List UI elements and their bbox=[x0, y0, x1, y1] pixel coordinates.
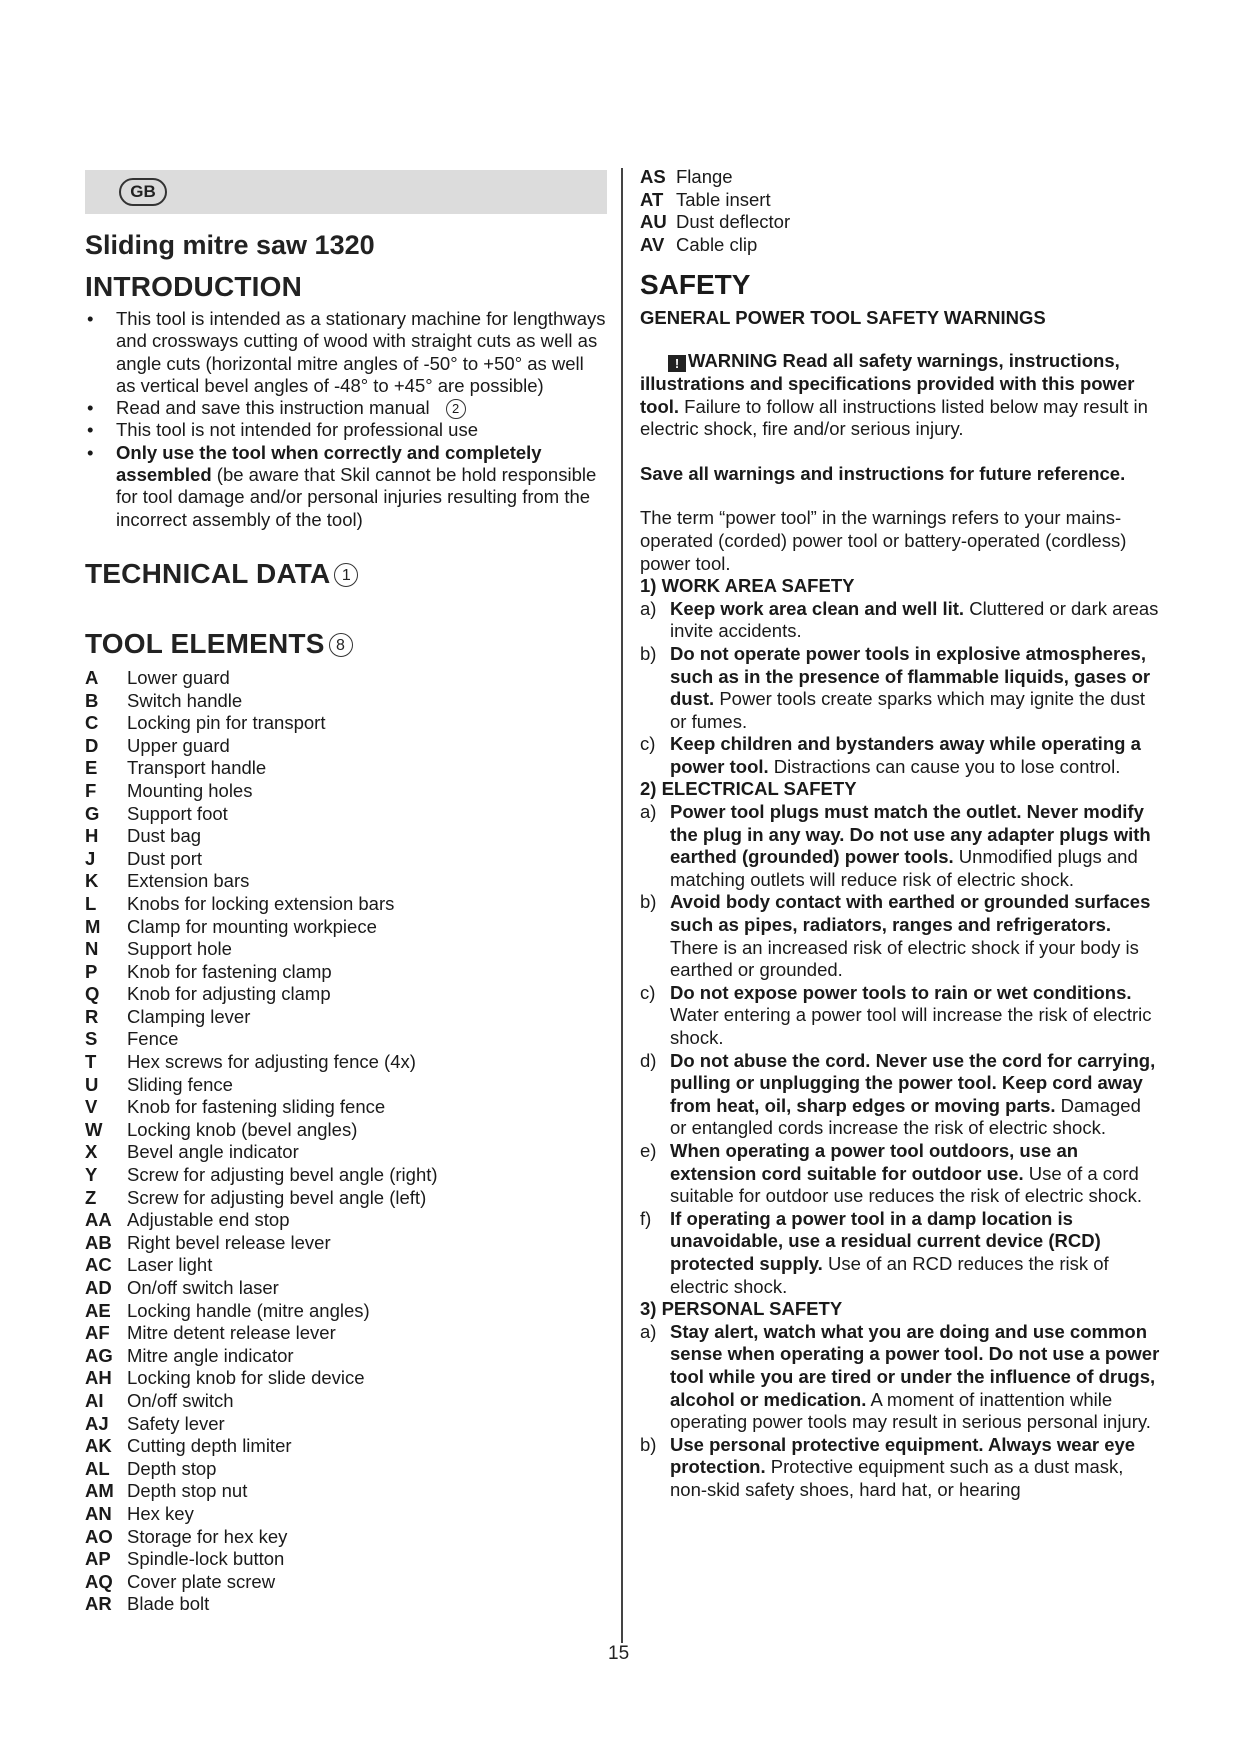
tool-element-item bbox=[85, 961, 607, 984]
tool-element-item bbox=[85, 1300, 607, 1323]
tool-element-label: Adjustable end stop bbox=[127, 1209, 290, 1231]
tool-element-item bbox=[85, 825, 607, 848]
tool-element-key: AV bbox=[640, 233, 665, 255]
tool-element-key: W bbox=[85, 1118, 103, 1140]
tool-element-key: R bbox=[85, 1005, 99, 1027]
save-instructions: Save all warnings and instructions for future reference. bbox=[640, 462, 1126, 484]
warning-paragraph: ! WARNING Read all safety warnings, instructions, illustrations and specifications provided with this power tool. Failure to follow all instructions listed below may result in electric shock, fire and/or serious injury. bbox=[640, 350, 1148, 440]
safety-item-2b: b) Avoid body contact with earthed or grounded surfaces such as pipes, radiators, ranges and refrigerators. There is an increased risk of electric shock if your body is earthed or grounded. bbox=[640, 891, 1151, 981]
tool-element-label: Right bevel release lever bbox=[127, 1231, 331, 1253]
tool-element-label: Dust port bbox=[127, 847, 203, 869]
tool-element-label: Bevel angle indicator bbox=[127, 1141, 299, 1163]
tool-element-item bbox=[85, 1028, 607, 1051]
tool-element-item bbox=[85, 1074, 607, 1097]
tool-element-label: Flange bbox=[676, 166, 733, 187]
tool-element-label: Cable clip bbox=[676, 233, 758, 255]
tool-element-key: AB bbox=[85, 1231, 112, 1253]
tool-element-item bbox=[85, 848, 607, 871]
tool-element-item bbox=[85, 1526, 607, 1549]
tool-element-item bbox=[85, 1548, 607, 1571]
tool-element-label: Mitre angle indicator bbox=[127, 1344, 294, 1366]
tool-element-label: Spindle-lock button bbox=[127, 1548, 285, 1570]
tool-element-label: Locking knob (bevel angles) bbox=[127, 1118, 358, 1140]
tool-element-key: X bbox=[85, 1141, 98, 1163]
tool-element-label: Locking pin for transport bbox=[127, 712, 326, 734]
tool-element-label: Locking knob for slide device bbox=[127, 1367, 365, 1389]
tool-element-item bbox=[85, 1209, 607, 1232]
tool-element-label: Mounting holes bbox=[127, 779, 253, 801]
tool-element-key: AH bbox=[85, 1367, 112, 1389]
tool-element-item bbox=[85, 690, 607, 713]
tool-element-key: Y bbox=[85, 1164, 98, 1186]
tool-element-key: H bbox=[85, 825, 99, 847]
tool-element-label: Transport handle bbox=[127, 757, 267, 779]
tool-element-key: AU bbox=[640, 211, 667, 233]
tool-element-item bbox=[85, 870, 607, 893]
tool-element-label: Clamp for mounting workpiece bbox=[127, 915, 377, 937]
introduction-list bbox=[85, 308, 607, 531]
tool-element-item bbox=[85, 780, 607, 803]
tool-element-item bbox=[640, 166, 1160, 189]
tool-element-key: AE bbox=[85, 1299, 111, 1321]
tool-element-label: Mitre detent release lever bbox=[127, 1322, 336, 1344]
tool-element-label: Knobs for locking extension bars bbox=[127, 892, 395, 914]
tool-element-item bbox=[640, 189, 1160, 212]
tool-element-label: Hex key bbox=[127, 1502, 194, 1524]
tool-element-key: Q bbox=[85, 983, 100, 1005]
tool-element-item bbox=[85, 1006, 607, 1029]
safety-item-2e: e) When operating a power tool outdoors, use an extension cord suitable for outdoor use. Use of a cord suitable for outdoor use reduces the risk of electric shock. bbox=[640, 1139, 1142, 1207]
right-column bbox=[640, 166, 1160, 1501]
tool-element-label: Switch handle bbox=[127, 689, 243, 711]
tool-element-label: Knob for adjusting clamp bbox=[127, 983, 331, 1005]
tool-element-item bbox=[85, 1322, 607, 1345]
tool-element-label: Hex screws for adjusting fence (4x) bbox=[127, 1051, 416, 1073]
safety-item-2a: a) Power tool plugs must match the outlet. Never modify the plug in any way. Do not use any adapter plugs with earthed (grounded) power tools. Unmodified plugs and matching outlets will reduce risk of electric shock. bbox=[640, 801, 1151, 890]
tool-element-label: Depth stop bbox=[127, 1457, 217, 1479]
safety-item-1c: c) Keep children and bystanders away while operating a power tool. Distractions can cause you to lose control. bbox=[640, 733, 1141, 777]
tool-element-label: On/off switch laser bbox=[127, 1277, 279, 1298]
language-bar bbox=[85, 170, 607, 214]
intro-bullet-2: • Read and save this instruction manual 2 bbox=[85, 397, 607, 419]
term-definition: The term “power tool” in the warnings refers to your mains-operated (corded) power tool or battery-operated (cordless) power tool. bbox=[640, 507, 1127, 574]
safety-item-3a: a) Stay alert, watch what you are doing and use common sense when operating a power tool. Do not use a power tool while you are tired or under the influence of drugs, alcohol or medication. A moment of inattention while operating power tools may result in serious personal injury. bbox=[640, 1320, 1160, 1433]
tool-element-item bbox=[85, 1254, 607, 1277]
tool-element-key: AA bbox=[85, 1209, 112, 1231]
figure-ref-2: 2 bbox=[446, 399, 466, 419]
tool-element-key: AL bbox=[85, 1457, 110, 1479]
tool-element-item bbox=[85, 1571, 607, 1594]
tool-element-key: F bbox=[85, 779, 97, 801]
tool-elements-heading: TOOL ELEMENTS 8 bbox=[85, 627, 607, 661]
safety-item-1a: a) Keep work area clean and well lit. Cluttered or dark areas invite accidents. bbox=[640, 597, 1159, 642]
tool-element-item bbox=[85, 1503, 607, 1526]
tool-element-label: Knob for fastening clamp bbox=[127, 960, 332, 982]
tool-element-item bbox=[85, 983, 607, 1006]
tool-element-label: Support hole bbox=[127, 938, 232, 960]
introduction-heading: INTRODUCTION bbox=[85, 271, 303, 302]
tool-element-key: A bbox=[85, 666, 99, 688]
tool-element-label: Safety lever bbox=[127, 1412, 225, 1434]
tool-element-label: Lower guard bbox=[127, 666, 230, 688]
tool-element-label: Upper guard bbox=[127, 734, 230, 756]
tool-element-label: Laser light bbox=[127, 1254, 213, 1276]
tool-elements-list-continued bbox=[640, 166, 1160, 256]
tool-element-label: Sliding fence bbox=[127, 1073, 233, 1095]
tool-element-key: AR bbox=[85, 1593, 112, 1615]
tool-element-item bbox=[85, 1458, 607, 1481]
tool-element-key: AG bbox=[85, 1344, 113, 1366]
tool-element-item bbox=[640, 211, 1160, 234]
tool-element-item bbox=[85, 1051, 607, 1074]
tool-element-key: AK bbox=[85, 1435, 112, 1457]
tool-element-label: Screw for adjusting bevel angle (right) bbox=[127, 1164, 438, 1186]
tool-element-key: AF bbox=[85, 1322, 110, 1344]
safety-item-1b: b) Do not operate power tools in explosive atmospheres, such as in the presence of flammable liquids, gases or dust. Power tools create sparks which may ignite the dust or fumes. bbox=[640, 642, 1151, 732]
tool-element-key: AD bbox=[85, 1277, 112, 1298]
tool-element-key: U bbox=[85, 1073, 99, 1095]
tool-element-label: On/off switch bbox=[127, 1389, 234, 1411]
tool-element-key: AI bbox=[85, 1389, 104, 1411]
tool-element-item bbox=[85, 1096, 607, 1119]
tool-element-item bbox=[85, 938, 607, 961]
page-number: 15 bbox=[608, 1643, 630, 1664]
electrical-safety-heading: 2) ELECTRICAL SAFETY bbox=[640, 778, 857, 800]
tool-element-label: Clamping lever bbox=[127, 1005, 251, 1027]
tool-element-item bbox=[85, 1345, 607, 1368]
tool-element-label: Extension bars bbox=[127, 870, 250, 892]
tool-element-item bbox=[85, 1593, 607, 1616]
tool-element-key: S bbox=[85, 1028, 98, 1050]
tool-element-label: Support foot bbox=[127, 802, 228, 824]
tool-element-key: Z bbox=[85, 1186, 97, 1208]
intro-bullet-1: • This tool is intended as a stationary machine for lengthways and crossways cutting of wood with straight cuts as well as angle cuts (horizontal mitre angles of -50° to +50° as well as vertical bevel angles of -48° to +45° are possible) bbox=[85, 308, 607, 397]
tool-element-item bbox=[85, 735, 607, 758]
tool-element-label: Knob for fastening sliding fence bbox=[127, 1096, 386, 1118]
tool-element-item bbox=[85, 1390, 607, 1413]
tool-element-item bbox=[85, 1141, 607, 1164]
tool-element-item bbox=[85, 1367, 607, 1390]
tool-element-key: K bbox=[85, 870, 99, 892]
tool-element-key: P bbox=[85, 960, 98, 982]
general-warnings-heading: GENERAL POWER TOOL SAFETY WARNINGS bbox=[640, 307, 1046, 329]
safety-item-2f: f) If operating a power tool in a damp location is unavoidable, use a residual current device (RCD) protected supply. Use of an RCD reduces the risk of electric shock. bbox=[640, 1207, 1109, 1297]
tool-element-key: E bbox=[85, 757, 98, 779]
tool-element-key: V bbox=[85, 1096, 98, 1118]
safety-item-2c: c) Do not expose power tools to rain or wet conditions. Water entering a power tool will increase the risk of electric shock. bbox=[640, 981, 1152, 1048]
technical-data-heading: TECHNICAL DATA 1 bbox=[85, 557, 607, 591]
tool-element-label: Cutting depth limiter bbox=[127, 1435, 292, 1457]
column-divider bbox=[621, 168, 623, 1643]
tool-element-item bbox=[85, 916, 607, 939]
tool-element-key: AP bbox=[85, 1548, 111, 1570]
safety-item-2d: d) Do not abuse the cord. Never use the cord for carrying, pulling or unplugging the power tool. Keep cord away from heat, oil, sharp edges or moving parts. Damaged or entangled cords increase the risk of electric shock. bbox=[640, 1049, 1156, 1139]
tool-element-key: AQ bbox=[85, 1570, 113, 1592]
tool-element-key: J bbox=[85, 847, 96, 869]
tool-element-key: N bbox=[85, 938, 99, 960]
tool-element-label: Table insert bbox=[676, 188, 771, 210]
safety-item-3b: b) Use personal protective equipment. Always wear eye protection. Protective equipment such as a dust mask, non-skid safety shoes, hard hat, or hearing bbox=[640, 1433, 1136, 1500]
tool-element-item bbox=[85, 893, 607, 916]
tool-element-label: Dust deflector bbox=[676, 211, 791, 233]
tool-elements-list bbox=[85, 667, 607, 1616]
tool-element-label: Blade bolt bbox=[127, 1593, 210, 1615]
document-title: Sliding mitre saw 1320 bbox=[85, 230, 375, 260]
tool-element-item bbox=[85, 1480, 607, 1503]
tool-element-item bbox=[85, 1187, 607, 1210]
tool-element-item bbox=[85, 757, 607, 780]
tool-element-item bbox=[640, 234, 1160, 257]
intro-bullet-4: • Only use the tool when correctly and completely assembled (be aware that Skil cannot be hold responsible for tool damage and/or personal injuries resulting from the incorrect assembly of the tool) bbox=[85, 442, 607, 531]
tool-element-label: Cover plate screw bbox=[127, 1570, 276, 1592]
tool-element-key: AC bbox=[85, 1254, 112, 1276]
tool-element-key: AS bbox=[640, 166, 666, 187]
tool-element-label: Screw for adjusting bevel angle (left) bbox=[127, 1186, 427, 1208]
tool-element-label: Dust bag bbox=[127, 825, 202, 847]
work-area-safety-heading: 1) WORK AREA SAFETY bbox=[640, 575, 855, 597]
tool-element-label: Fence bbox=[127, 1028, 179, 1050]
figure-ref-8: 8 bbox=[329, 633, 353, 657]
tool-element-key: T bbox=[85, 1051, 97, 1073]
tool-element-item bbox=[85, 1164, 607, 1187]
tool-element-item bbox=[85, 712, 607, 735]
tool-element-item bbox=[85, 1232, 607, 1255]
tool-element-key: AM bbox=[85, 1480, 114, 1502]
tool-element-key: AO bbox=[85, 1525, 113, 1547]
tool-element-key: AN bbox=[85, 1502, 112, 1524]
tool-element-key: B bbox=[85, 689, 99, 711]
tool-element-key: C bbox=[85, 712, 99, 734]
left-column bbox=[85, 170, 607, 1616]
tool-element-item bbox=[85, 803, 607, 826]
tool-element-item bbox=[85, 667, 607, 690]
figure-ref-1: 1 bbox=[334, 563, 358, 587]
tool-element-key: AJ bbox=[85, 1412, 109, 1434]
intro-bullet-3: • This tool is not intended for professional use bbox=[85, 419, 607, 441]
personal-safety-heading: 3) PERSONAL SAFETY bbox=[640, 1298, 843, 1320]
tool-element-label: Locking handle (mitre angles) bbox=[127, 1299, 370, 1321]
tool-element-key: L bbox=[85, 892, 97, 914]
safety-heading: SAFETY bbox=[640, 269, 751, 301]
warning-triangle-icon: ! bbox=[668, 355, 686, 372]
tool-element-key: D bbox=[85, 734, 99, 756]
tool-element-key: M bbox=[85, 915, 101, 937]
tool-element-label: Storage for hex key bbox=[127, 1525, 288, 1547]
tool-element-item bbox=[85, 1413, 607, 1436]
tool-element-key: AT bbox=[640, 188, 664, 210]
tool-element-item bbox=[85, 1119, 607, 1142]
tool-element-key: G bbox=[85, 802, 100, 824]
tool-element-item bbox=[85, 1435, 607, 1458]
tool-element-label: Depth stop nut bbox=[127, 1480, 248, 1502]
tool-element-item bbox=[85, 1277, 607, 1300]
language-badge: GB bbox=[119, 178, 167, 206]
